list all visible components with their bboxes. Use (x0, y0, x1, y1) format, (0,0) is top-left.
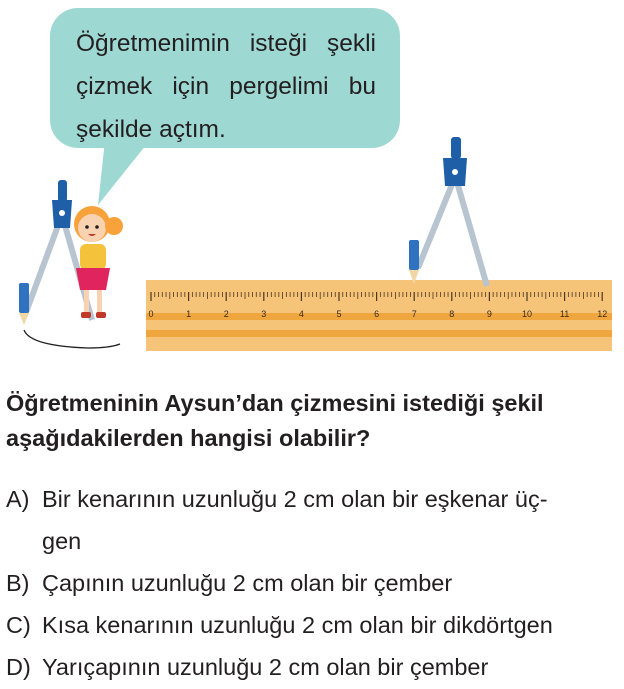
ruler-tick-label: 5 (336, 309, 342, 319)
option-text: Kısa kenarının uzunluğu 2 cm olan bir dikdörtgen (42, 612, 553, 638)
ruler-tick-label: 0 (148, 309, 154, 319)
option-a[interactable] (6, 478, 624, 562)
question-text: Öğretmeninin Aysun’dan çizmesini istediği şekil aşağıdakilerden hangisi olabilir? (6, 390, 544, 451)
option-text: Yarıçapının uzunluğu 2 cm olan bir çember (42, 654, 489, 680)
answer-options (6, 478, 624, 688)
ruler-tick-label: 4 (298, 309, 304, 319)
ruler-tick-label: 10 (521, 309, 533, 319)
ruler-tick-label: 6 (374, 309, 380, 319)
option-c[interactable] (6, 604, 624, 646)
compass-on-ruler-icon (409, 137, 487, 286)
option-text: Bir kenarının uzunluğu 2 cm olan bir eşkenar üç- gen (42, 486, 548, 554)
speech-bubble-text: Öğretmenimin isteği şekli çizmek için pergelimi bu şekilde açtım. (76, 30, 376, 143)
girl-with-compass-icon (19, 180, 123, 348)
ruler-tick-label: 2 (223, 309, 229, 319)
ruler-tick-label: 11 (559, 309, 570, 319)
ruler-tick-label: 1 (186, 309, 192, 319)
option-b[interactable] (6, 562, 624, 604)
ruler-tick-label: 8 (449, 309, 455, 319)
ruler-tick-label: 3 (261, 309, 267, 319)
option-letter: A) (6, 486, 30, 512)
ruler-tick-label: 12 (597, 309, 608, 319)
option-letter: D) (6, 654, 31, 680)
option-letter: B) (6, 570, 30, 596)
ruler-tick-label: 9 (486, 309, 492, 319)
option-text: Çapının uzunluğu 2 cm olan bir çember (42, 570, 453, 596)
option-letter: C) (6, 612, 31, 638)
ruler-tick-label: 7 (411, 309, 417, 319)
ruler (146, 280, 612, 351)
option-d[interactable] (6, 646, 624, 688)
